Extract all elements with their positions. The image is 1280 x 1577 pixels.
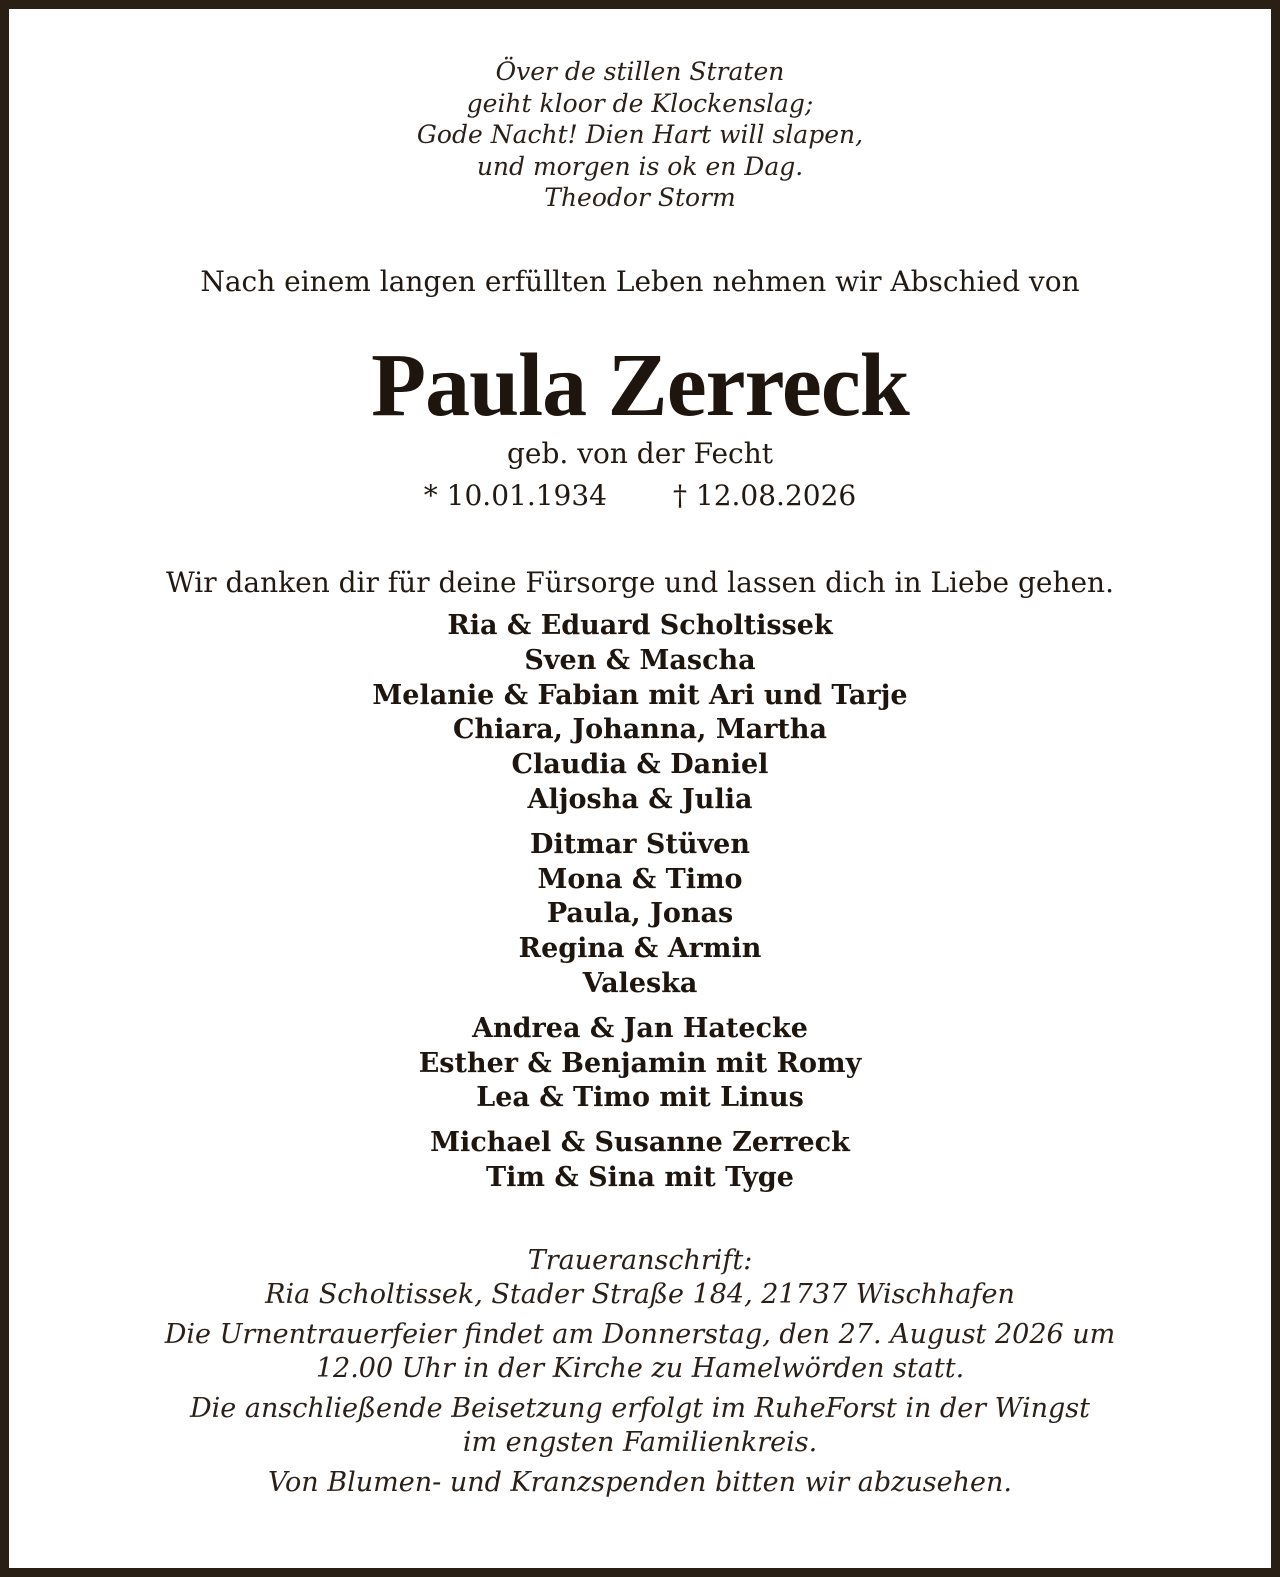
poem-line: Över de stillen Straten	[495, 57, 785, 86]
family-group	[0, 609, 1280, 818]
poem-line: und morgen is ok en Dag.	[476, 151, 804, 181]
mourner-line: Tim & Sina mit Tyge	[486, 1161, 794, 1193]
mourner-line: Ria & Eduard Scholtissek	[447, 610, 833, 641]
mourner-line: Aljosha & Julia	[527, 783, 753, 815]
mourner-line: Andrea & Jan Hatecke	[472, 1012, 808, 1044]
mourner-line: Mona & Timo	[537, 863, 743, 895]
service-info	[0, 1244, 1280, 1506]
burial-line: Die anschließende Beisetzung erfolgt im RuheForst in der Wingst	[190, 1393, 1090, 1424]
family-group	[0, 1012, 1280, 1116]
burial-info	[0, 1392, 1280, 1460]
mourner-line: Valeska	[582, 967, 698, 999]
life-dates	[0, 476, 1280, 516]
burial-line: im engsten Familienkreis.	[462, 1427, 818, 1458]
family-group	[0, 828, 1280, 1002]
ceremony-line: 12.00 Uhr in der Kirche zu Hamelwörden statt.	[315, 1353, 965, 1384]
mourners-list	[0, 609, 1280, 1206]
family-group	[0, 1126, 1280, 1196]
ceremony-info	[0, 1318, 1280, 1386]
poem-author: Theodor Storm	[544, 183, 736, 212]
flowers-note	[0, 1466, 1280, 1500]
mourner-line: Claudia & Daniel	[511, 749, 769, 781]
mourner-line: Regina & Armin	[518, 933, 762, 965]
mourner-line: Ditmar Stüven	[530, 828, 750, 860]
flowers-line: Von Blumen- und Kranzspenden bitten wir abzusehen.	[268, 1467, 1012, 1498]
mourner-line: Lea & Timo mit Linus	[476, 1082, 804, 1114]
death-date: † 12.08.2026	[673, 479, 857, 512]
mourner-line: Sven & Mascha	[524, 644, 756, 676]
poem-line: geiht kloor de Klockenslag;	[466, 88, 814, 118]
thanks-text: Wir danken dir für deine Fürsorge und lassen dich in Liebe gehen.	[165, 566, 1114, 599]
mourner-line: Melanie & Fabian mit Ari und Tarje	[372, 679, 908, 711]
address-label: Traueranschrift:	[527, 1245, 753, 1276]
deceased-name: Paula Zerreck	[371, 336, 909, 435]
maiden-name: geb. von der Fecht	[506, 437, 774, 470]
mourner-line: Esther & Benjamin mit Romy	[418, 1047, 862, 1079]
poem-line: Gode Nacht! Dien Hart will slapen,	[416, 120, 864, 149]
mourning-address	[0, 1244, 1280, 1312]
ceremony-line: Die Urnentrauerfeier findet am Donnerstag, den 27. August 2026 um	[164, 1319, 1116, 1350]
mourner-line: Paula, Jonas	[546, 898, 734, 930]
intro-text: Nach einem langen erfüllten Leben nehmen wir Abschied von	[200, 265, 1080, 298]
address-text: Ria Scholtissek, Stader Straße 184, 21737 Wischhafen	[265, 1279, 1015, 1310]
mourner-line: Chiara, Johanna, Martha	[452, 714, 828, 746]
birth-date: * 10.01.1934	[423, 479, 607, 512]
poem	[0, 56, 1280, 214]
mourner-line: Michael & Susanne Zerreck	[430, 1127, 850, 1159]
